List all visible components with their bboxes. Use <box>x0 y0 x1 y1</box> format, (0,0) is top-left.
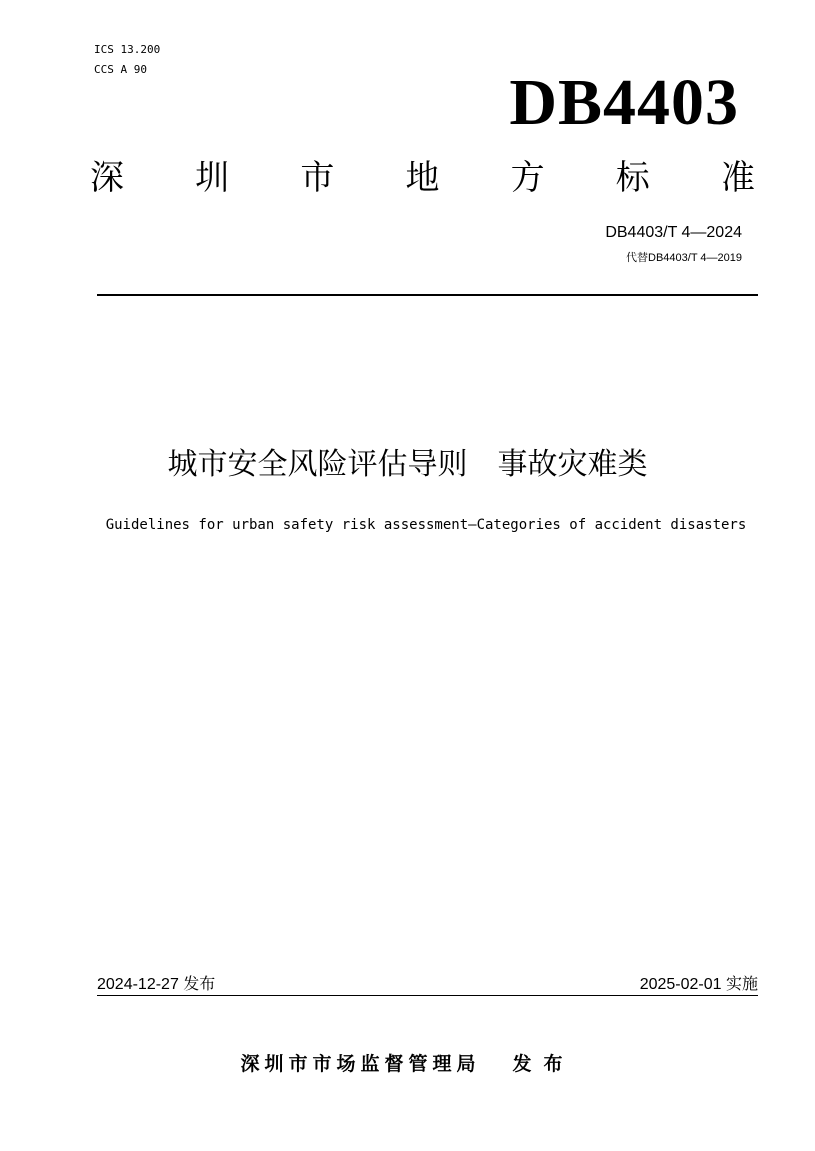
standard-type-char: 深 <box>90 158 124 198</box>
standard-type-char: 标 <box>615 158 650 198</box>
replaces-standard: 代替DB4403/T 4—2019 <box>626 252 742 264</box>
standard-type-char: 方 <box>510 158 545 198</box>
issuer <box>0 1050 815 1078</box>
standard-number: DB4403/T 4—2024 <box>605 224 742 241</box>
standard-code: DB4403 <box>509 66 739 139</box>
implement-date: 2025-02-01 实施 <box>639 976 758 993</box>
publish-date: 2024-12-27 发布 <box>97 976 216 993</box>
standard-type <box>90 155 755 201</box>
standard-type-char: 准 <box>720 158 755 198</box>
classification-codes <box>94 40 160 80</box>
title-chinese: 城市安全风险评估导则 事故灾难类 <box>167 447 648 482</box>
standard-type-char: 圳 <box>195 158 230 198</box>
issuer-verb: 发布 <box>512 1053 575 1075</box>
ccs-code: CCS A 90 <box>94 63 147 76</box>
title-english: Guidelines for urban safety risk assessment—Categories of accident disasters <box>105 517 747 533</box>
standard-type-char: 地 <box>405 158 440 198</box>
standard-type-char: 市 <box>300 158 335 198</box>
issuer-name: 深圳市市场监督管理局 <box>240 1053 481 1075</box>
top-divider <box>97 294 758 296</box>
ics-code: ICS 13.200 <box>94 43 161 56</box>
bottom-divider <box>97 995 758 996</box>
